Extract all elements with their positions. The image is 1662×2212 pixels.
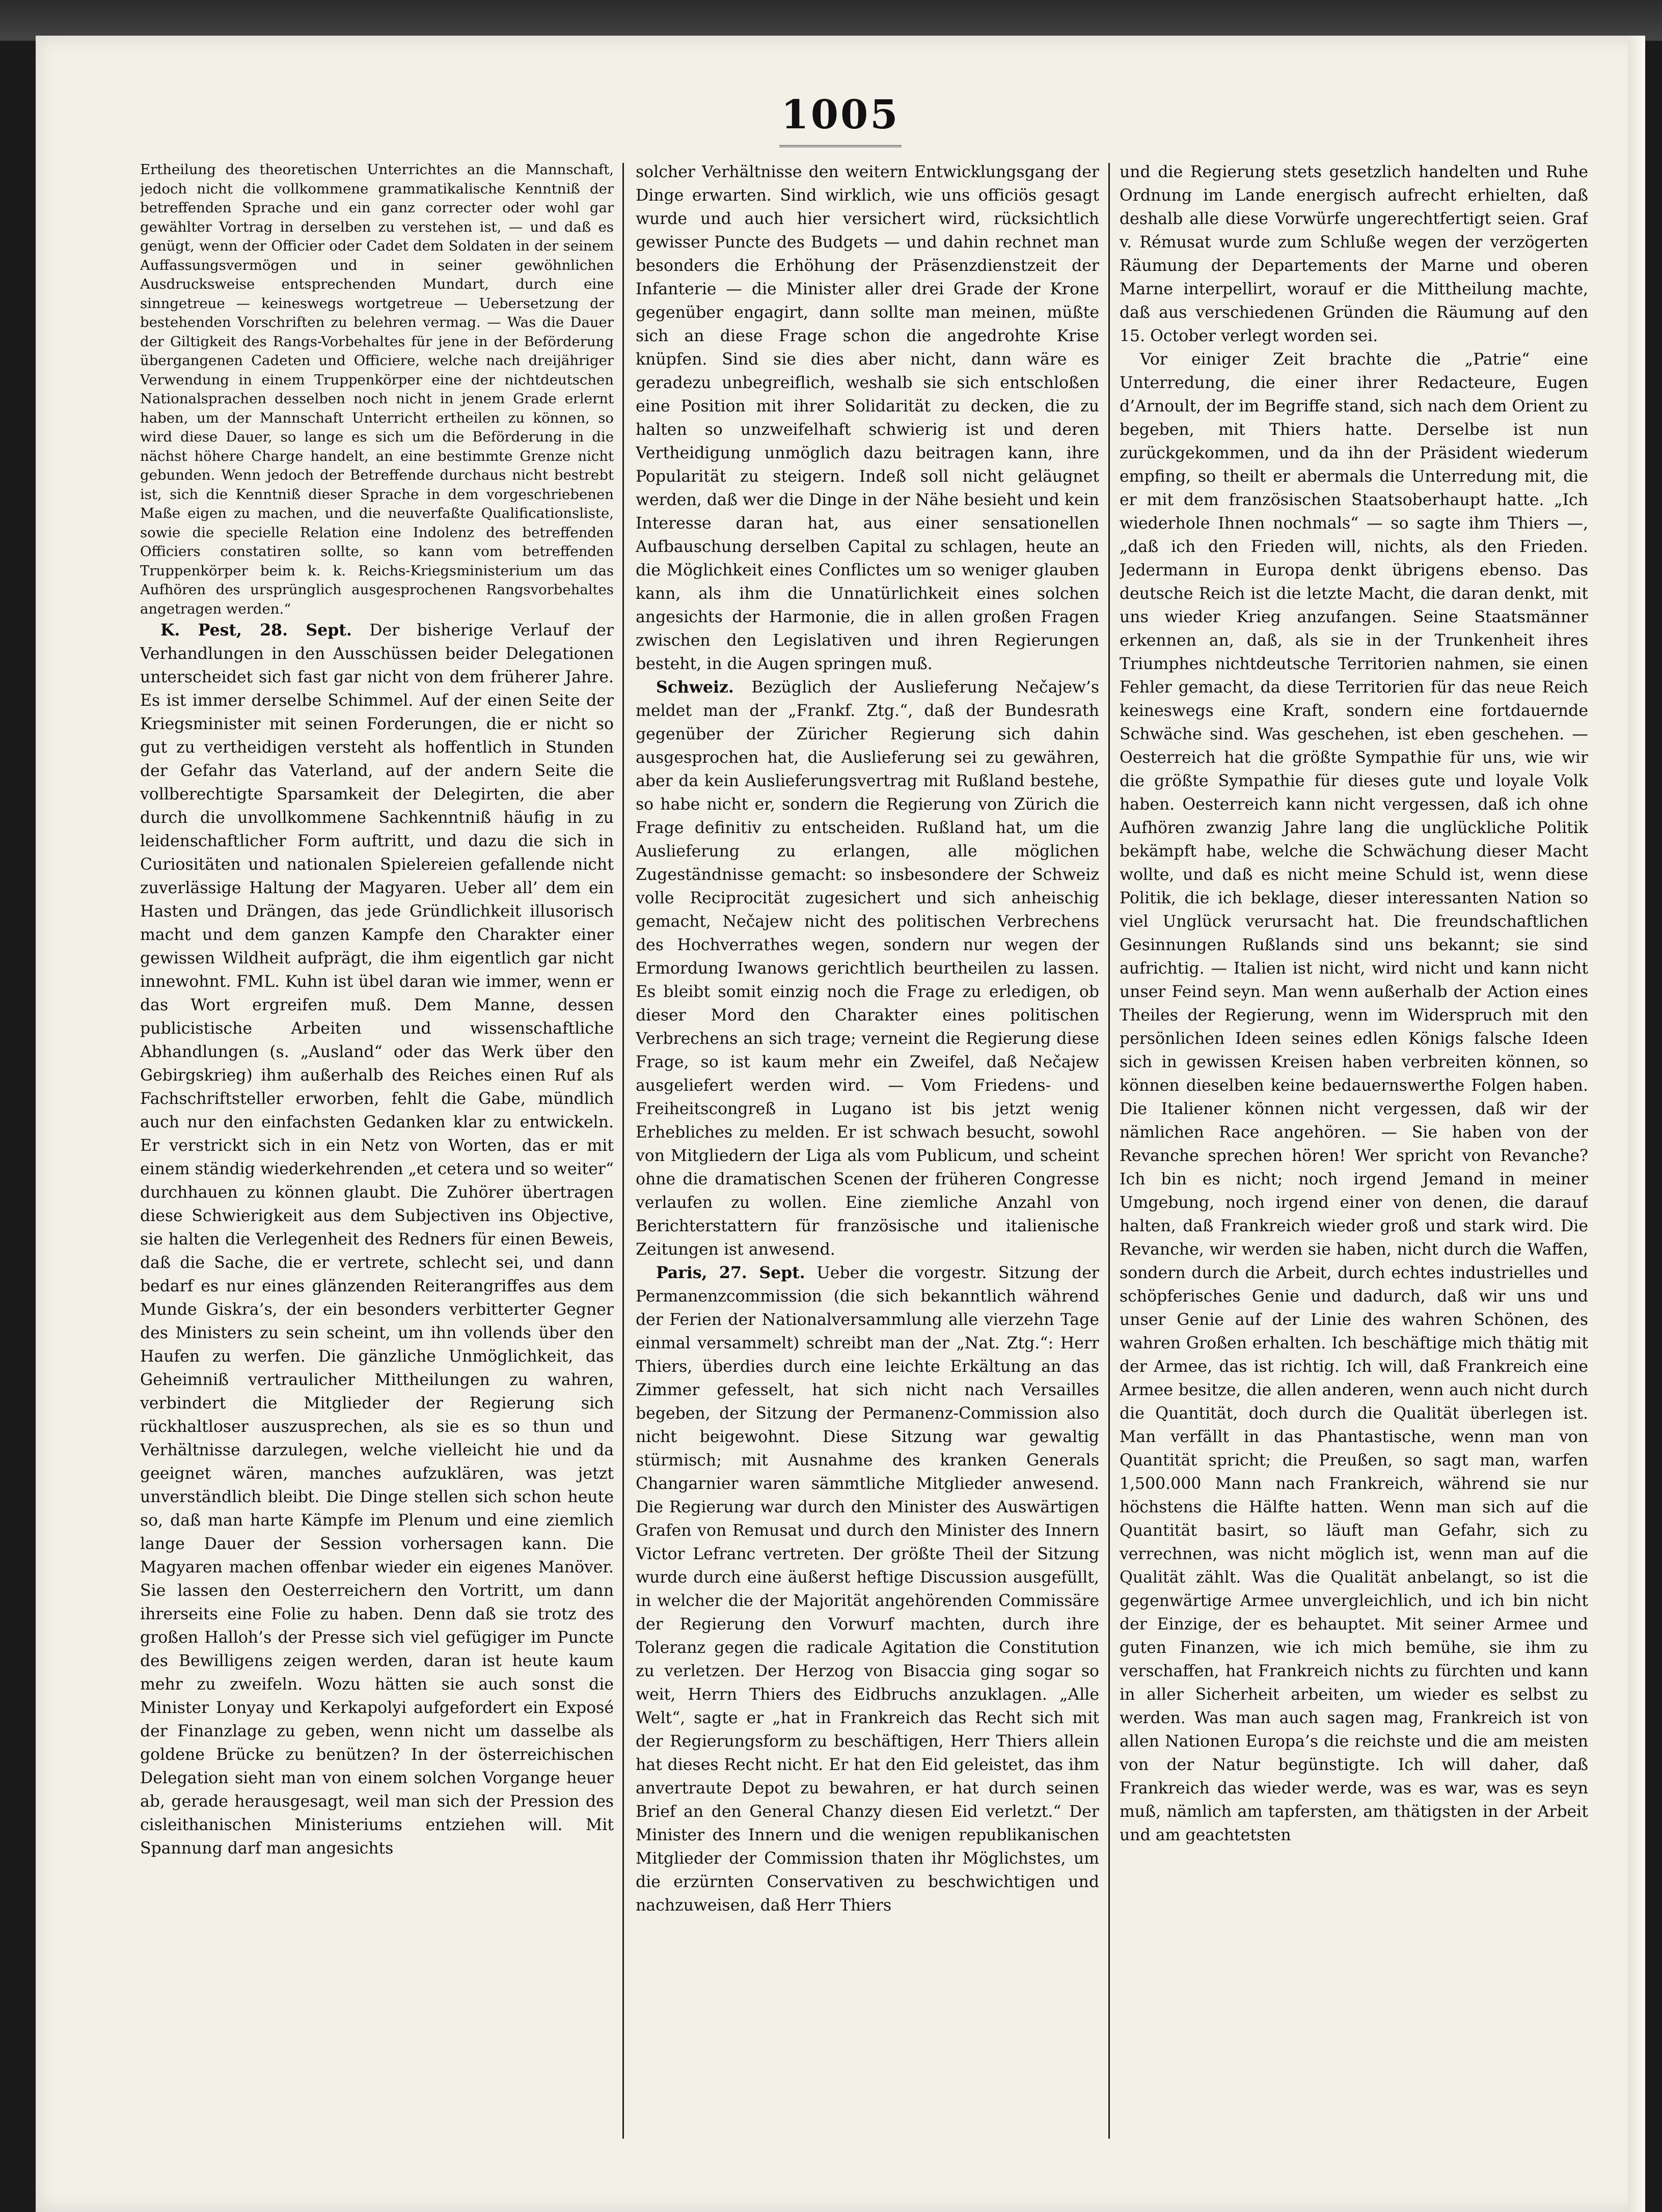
article-text: und die Regierung stets gesetzlich handelten und Ruhe Ordnung im Lande energisch aufrecht erhielten, daß deshalb alle diese Vorwürfe ungerechtfertigt seien. Graf v. Rémusat wurde zum Schluße wegen der verzögerten Räumung der Departements der Marne und oberen Marne interpellirt, worauf er die Mittheilung machte, daß aus verschiedenen Gründen die Räumung auf den 15. October verlegt worden sei. <box>1120 163 1588 345</box>
article-continuation <box>140 160 614 619</box>
article-text: Der bisherige Verlauf der Verhandlungen in den Ausschüssen beider Delegationen unterscheidet sich fast gar nicht von dem früherer Jahre. Es ist immer derselbe Schimmel. Auf der einen Seite der Kriegsminister mit seinen Forderungen, die er nicht so gut zu vertheidigen versteht als hoffentlich in Stunden der Gefahr das Vaterland, auf der andern Seite die vollberechtigte Sparsamkeit der Delegirten, die aber durch die unvollkommene Sachkenntniß häufig in zu leidenschaftlicher Form auftritt, und dazu die sich in Curiositäten und nationalen Spielereien gefallende nicht zuverlässige Haltung der Magyaren. Ueber all’ dem ein Hasten und Drängen, das jede Gründlichkeit illusorisch macht und dem ganzen Kampfe den Charakter einer gewissen Wildheit aufprägt, die ihm eigentlich gar nicht innewohnt. FML. Kuhn ist übel daran wie immer, wenn er das Wort ergreifen muß. Dem Manne, dessen publicistische Arbeiten und wissenschaftliche Abhandlungen (s. „Ausland“ oder das Werk über den Gebirgskrieg) ihm außerhalb des Reiches einen Ruf als Fachschriftsteller erworben, fehlt die Gabe, mündlich auch nur den einfachsten Gedanken klar zu entwickeln. Er verstrickt sich in ein Netz von Worten, das er mit einem ständig wiederkehrenden „et cetera und so weiter“ durchhauen zu können glaubt. Die Zuhörer übertragen diese Schwierigkeit aus dem Subjectiven ins Objective, sie halten die Verlegenheit des Redners für einen Beweis, daß die Sache, die er vertrete, schlecht sei, und dann bedarf es nur eines glänzenden Reiterangriffes aus dem Munde Giskra’s, der ein besonders verbitterter Gegner des Ministers zu sein scheint, um ihn vollends über den Haufen zu werfen. Die gänzliche Unmöglichkeit, das Geheimniß vertraulicher Mittheilungen zu wahren, verbindert die Mitglieder der Regierung sich rückhaltloser auszusprechen, als sie es so thun und Verhältnisse darzulegen, welche vielleicht hie und da geeignet wären, manches aufzuklären, was jetzt unverständlich bleibt. Die Dinge stellen sich schon heute so, daß man harte Kämpfe im Plenum und eine ziemlich lange Dauer der Session vorhersagen kann. Die Magyaren machen offenbar wieder ein eigenes Manöver. Sie lassen den Oesterreichern den Vortritt, um dann ihrerseits eine Folie zu haben. Denn daß sie trotz des großen Halloh’s der Presse sich viel gefügiger im Puncte des Bewilligens zeigen werden, daran ist heute kaum mehr zu zweifeln. Wozu hätten sie auch sonst die Minister Lonyay und Kerkapolyi aufgefordert ein Exposé der Finanzlage zu geben, wenn nicht um dasselbe als goldene Brücke zu benützen? In der österreichischen Delegation sieht man von einem solchen Vorgange heuer ab, gerade herausgesagt, weil man sich der Pression des cisleithanischen Ministeriums entziehen will. Mit Spannung darf man angesichts <box>140 621 614 1858</box>
article-text: Vor einiger Zeit brachte die „Patrie“ eine Unterredung, die einer ihrer Redacteure, Eugen d’Arnoult, der im Begriffe stand, sich nach dem Orient zu begeben, mit Thiers hatte. Derselbe ist nun zurückgekommen, und da ihn der Präsident wiederum empfing, so theilt er abermals die Unterredung mit, die er mit dem französischen Staatsoberhaupt hatte. „Ich wiederhole Ihnen nochmals“ — so sagte ihm Thiers —, „daß ich den Frieden will, nichts, als den Frieden. Jedermann in Europa denkt übrigens ebenso. Das deutsche Reich ist die letzte Macht, die daran denkt, mit uns wieder Krieg anzufangen. Seine Staatsmänner erkennen an, daß, als sie in der Trunkenheit ihres Triumphes nichtdeutsche Territorien nahmen, sie einen Fehler gemacht, da diese Territorien für das neue Reich keineswegs eine Kraft, sondern eine fortdauernde Schwäche sind. Was geschehen, ist eben geschehen. — Oesterreich hat die größte Sympathie für uns, wie wir die größte Sympathie für dieses gute und loyale Volk haben. Oesterreich kann nicht vergessen, daß ich ohne Aufhören zwanzig Jahre lang die unglückliche Politik bekämpft habe, welche die Schwächung dieser Macht wollte, und daß es nicht meine Schuld ist, wenn diese Politik, die ich beklage, dieser interessanten Nation so viel Unglück verursacht hat. Die freundschaftlichen Gesinnungen Rußlands sind uns bekannt; sie sind aufrichtig. — Italien ist nicht, wird nicht und kann nicht unser Feind seyn. Man wenn außerhalb der Action eines Theiles der Regierung, wenn im Widerspruch mit den persönlichen Ideen seines edlen Königs falsche Ideen sich in gewissen Kreisen haben verbreiten können, so können dieselben keine bedauernswerthe Folgen haben. Die Italiener können nicht vergessen, daß wir der nämlichen Race angehören. — Sie haben von der Revanche sprechen hören! Wer spricht von Revanche? Ich bin es nicht; noch irgend Jemand in meiner Umgebung, noch irgend einer von denen, die darauf halten, daß Frankreich wieder groß und stark wird. Die Revanche, wir werden sie haben, nicht durch die Waffen, sondern durch die Arbeit, durch echtes industrielles und schöpferisches Genie und dadurch, daß wir uns und unser Genie auf der Linie des wahren Schönen, des wahren Großen erhalten. Ich beschäftige mich thätig mit der Armee, das ist richtig. Ich will, daß Frankreich eine Armee besitze, die allen anderen, wenn auch nicht durch die Quantität, doch durch die Qualität überlegen ist. Man verfällt in das Phantastische, wenn man von Quantität spricht; die Preußen, so sagt man, warfen 1,500.000 Mann nach Frankreich, während sie nur höchstens die Hälfte hatten. Wenn man sich auf die Quantität basirt, so läuft man Gefahr, sich zu verrechnen, was nicht möglich ist, wenn man auf die Qualität zählt. Was die Qualität anbelangt, so ist die gegenwärtige Armee unvergleichlich, und ich bin nicht der Einzige, der es behauptet. Mit seiner Armee und guten Finanzen, wie ich mich bemühe, sie ihm zu verschaffen, hat Frankreich nichts zu fürchten und kann in aller Sicherheit arbeiten, um wieder es selbst zu werden. Was man auch sagen mag, Frankreich ist von allen Nationen Europa’s die reichste und die am meisten von der Natur begünstigte. Ich will daher, daß Frankreich das wieder werde, was es war, was es seyn muß, nämlich am tapfersten, am thätigsten in der Arbeit und am geachtetsten <box>1120 350 1588 1844</box>
column-1 <box>140 160 614 2144</box>
article-continuation <box>1120 160 1588 348</box>
article-dateline: Schweiz. <box>656 678 734 697</box>
column-2 <box>636 160 1099 2144</box>
article-dateline: K. Pest, 28. Sept. <box>160 621 352 640</box>
article-dateline: Paris, 27. Sept. <box>656 1263 805 1282</box>
article-text: Ueber die vorgestr. Sitzung der Permanenzcommission (die sich bekanntlich während der Ferien der Nationalversammlung alle vierzehn Tage einmal versammelt) schreibt man der „Nat. Ztg.“: Herr Thiers, überdies durch eine leichte Erkältung an das Zimmer gefesselt, hat sich nicht nach Versailles begeben, der Sitzung der Permanenz-Commission also nicht beigewohnt. Diese Sitzung war gewaltig stürmisch; mit Ausnahme des kranken Generals Changarnier waren sämmtliche Mitglieder anwesend. Die Regierung war durch den Minister des Auswärtigen Grafen von Remusat und durch den Minister des Innern Victor Lefranc vertreten. Der größte Theil der Sitzung wurde durch eine äußerst heftige Discussion ausgefüllt, in welcher die der Majorität angehörenden Commissäre der Regierung den Vorwurf machten, durch ihre Toleranz gegen die radicale Agitation die Constitution zu verletzen. Der Herzog von Bisaccia ging sogar so weit, Herrn Thiers des Eidbruchs anzuklagen. „Alle Welt“, sagte er „hat in Frankreich das Recht sich mit der Regierungsform zu beschäftigen, Herr Thiers allein hat dieses Recht nicht. Er hat den Eid geleistet, das ihm anvertraute Depot zu bewahren, er hat durch seinen Brief an den General Chanzy diesen Eid verletzt.“ Der Minister des Innern und die wenigen republikanischen Mitglieder der Commission thaten ihr Möglichstes, um die erzürnten Conservativen zu beschwichtigen und nachzuweisen, daß Herr Thiers <box>636 1264 1099 1915</box>
page-number: 1005 <box>781 92 900 138</box>
column-rule <box>1108 163 1110 2139</box>
article-text: Ertheilung des theoretischen Unterrichtes an die Mannschaft, jedoch nicht die vollkommene grammatikalische Kenntniß der betreffenden Sprache und ein ganz correcter oder wohl gar gewählter Vortrag in derselben zu verstehen ist, — und daß es genügt, wenn der Officier oder Cadet dem Soldaten in der seinem Auffassungsvermögen und in seiner gewöhnlichen Ausdrucksweise entsprechenden Mundart, durch eine sinngetreue — keineswegs wortgetreue — Uebersetzung der bestehenden Vorschriften zu belehren vermag. — Was die Dauer der Giltigkeit des Rangs-Vorbehaltes für jene in der Beförderung übergangenen Cadeten und Officiere, welche nach dreijähriger Verwendung in einem Truppenkörper eine der nichtdeutschen Nationalsprachen desselben noch nicht in jenem Grade erlernt haben, um der Mannschaft Unterricht ertheilen zu können, so wird diese Dauer, so lange es sich um die Beförderung in die nächst höhere Charge handelt, an eine bestimmte Grenze nicht gebunden. Wenn jedoch der Betreffende durchaus nicht bestrebt ist, sich die Kenntniß dieser Sprache in dem vorgeschriebenen Maße eigen zu machen, und die neuverfaßte Qualificationsliste, sowie die specielle Relation eine Indolenz des betreffenden Officiers constatiren sollte, so kann vom betreffenden Truppenkörper beim k. k. Reichs-Kriegsministerium um das Aufhören des ursprünglich ausgesprochenen Rangsvorbehaltes angetragen werden.“ <box>140 161 614 617</box>
column-rule <box>622 163 624 2139</box>
article-paris <box>636 1261 1099 1917</box>
article-schweiz <box>636 676 1099 1261</box>
newspaper-page <box>36 36 1645 2212</box>
scan-border <box>0 0 1662 41</box>
article-pest <box>140 619 614 1860</box>
column-3 <box>1120 160 1588 2144</box>
article-continuation <box>636 160 1099 676</box>
page-edge <box>1628 36 1645 2212</box>
page-number-ornament <box>779 145 902 151</box>
article-text: Bezüglich der Auslieferung Nečajew’s meldet man der „Frankf. Ztg.“, daß der Bundesrath gegenüber der Züricher Regierung sich dahin ausgesprochen hat, die Auslieferung sei zu gewähren, aber da kein Auslieferungsvertrag mit Rußland bestehe, so habe nicht er, sondern die Regierung von Zürich die Frage definitiv zu entscheiden. Rußland hat, um die Auslieferung zu erlangen, alle möglichen Zugeständnisse gemacht: so insbesondere der Schweiz volle Reciprocität zugesichert und sich anheischig gemacht, Nečajew nicht des politischen Verbrechens des Hochverrathes wegen, sondern nur wegen der Ermordung Iwanows gerichtlich beurtheilen zu lassen. Es bleibt somit einzig noch die Frage zu erledigen, ob dieser Mord den Charakter eines politischen Verbrechens an sich trage; verneint die Regierung diese Frage, so ist kaum mehr ein Zweifel, daß Nečajew ausgeliefert werden wird. — Vom Friedens- und Freiheitscongreß in Lugano ist bis jetzt wenig Erhebliches zu melden. Er ist schwach besucht, sowohl von Mitgliedern der Liga als vom Publicum, und scheint ohne die dramatischen Scenen der früheren Congresse verlaufen zu wollen. Eine ziemliche Anzahl von Berichterstattern für französische und italienische Zeitungen ist anwesend. <box>636 678 1099 1259</box>
article-patrie <box>1120 348 1588 1847</box>
article-text: solcher Verhältnisse den weitern Entwicklungsgang der Dinge erwarten. Sind wirklich, wie uns officiös gesagt wurde und auch hier versichert wird, rücksichtlich gewisser Puncte des Budgets — und dahin rechnet man besonders die Erhöhung der Präsenzdienstzeit der Infanterie — die Minister aller drei Grade der Krone gegenüber engagirt, dann sollte man meinen, müßte sich an diese Frage schon die angedrohte Krise knüpfen. Sind sie dies aber nicht, dann wäre es geradezu unbegreiflich, weshalb sie sich entschloßen eine Position mit ihrer Solidarität zu decken, die zu halten so unzweifelhaft schwierig ist und deren Vertheidigung unmöglich dazu beitragen kann, ihre Popularität zu steigern. Indeß soll nicht geläugnet werden, daß wer die Dinge in der Nähe besieht und kein Interesse daran hat, aus einer sensationellen Aufbauschung derselben Capital zu schlagen, heute an die Möglichkeit eines Conflictes um so weniger glauben kann, als ihm die Unnatürlichkeit eines solchen angesichts der Harmonie, die in allen großen Fragen zwischen den Legislativen und ihren Regierungen besteht, in die Augen springen muß. <box>636 163 1099 673</box>
